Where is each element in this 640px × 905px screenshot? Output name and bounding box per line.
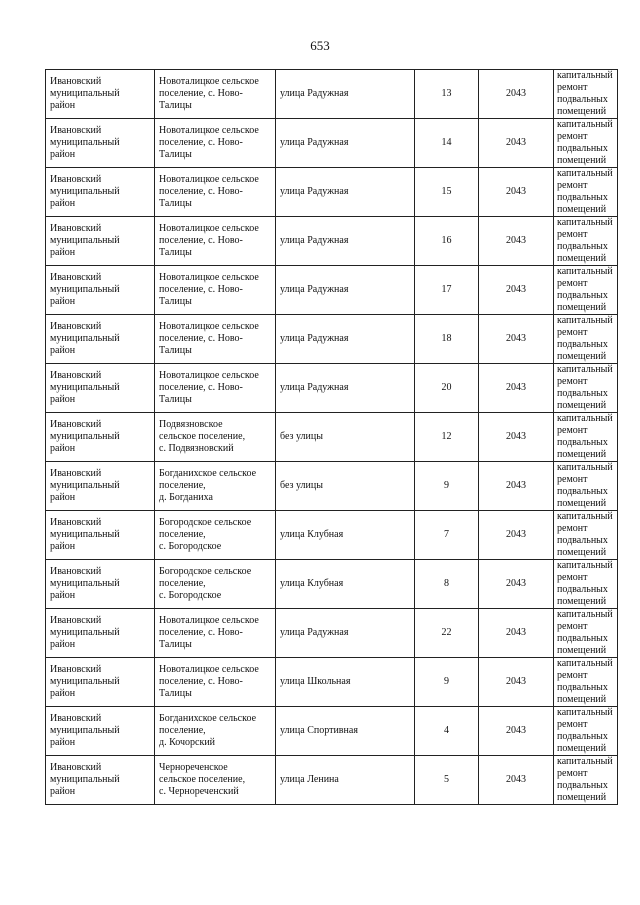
district-cell-text: Ивановский муниципальный район [50,664,120,699]
year-cell [479,609,554,658]
year-cell-text: 2043 [506,627,526,638]
street-cell-text: улица Спортивная [280,725,358,736]
settlement-cell-text: Новоталицкое сельское поселение, с. Ново- Талицы [159,223,259,258]
year-cell-text: 2043 [506,725,526,736]
work-type-cell-text: капитальный ремонт подвальных помещений [557,119,613,166]
district-cell [46,413,155,462]
street-cell-text: улица Радужная [280,235,349,246]
settlement-cell-text: Новоталицкое сельское поселение, с. Ново- Талицы [159,321,259,356]
settlement-cell-text: Богданихское сельское поселение, д. Богданиха [159,468,257,503]
settlement-cell [155,756,276,805]
year-cell-text: 2043 [506,186,526,197]
district-cell-text: Ивановский муниципальный район [50,321,120,356]
table-row [46,511,618,560]
work-type-cell-text: капитальный ремонт подвальных помещений [557,217,613,264]
district-cell-text: Ивановский муниципальный район [50,76,120,111]
house-number-cell [415,119,479,168]
table-row [46,168,618,217]
house-number-cell-text: 20 [441,382,452,393]
housing-repair-table [45,69,618,805]
street-cell-text: улица Клубная [280,578,344,589]
table-row [46,315,618,364]
work-type-cell [554,756,618,805]
work-type-cell-text: капитальный ремонт подвальных помещений [557,70,613,117]
year-cell-text: 2043 [506,88,526,99]
year-cell [479,756,554,805]
work-type-cell [554,511,618,560]
street-cell [276,560,415,609]
table-row [46,266,618,315]
house-number-cell [415,560,479,609]
table-row [46,609,618,658]
table-body [46,70,618,805]
work-type-cell-text: капитальный ремонт подвальных помещений [557,266,613,313]
settlement-cell [155,462,276,511]
settlement-cell-text: Чернореченское сельское поселение, с. Чернореченский [159,762,246,797]
district-cell [46,364,155,413]
settlement-cell-text: Новоталицкое сельское поселение, с. Ново- Талицы [159,664,259,699]
district-cell [46,462,155,511]
settlement-cell [155,707,276,756]
year-cell-text: 2043 [506,382,526,393]
work-type-cell-text: капитальный ремонт подвальных помещений [557,315,613,362]
table-row [46,658,618,707]
settlement-cell [155,266,276,315]
street-cell-text: улица Радужная [280,88,349,99]
settlement-cell-text: Богородское сельское поселение, с. Богородское [159,566,252,601]
house-number-cell-text: 14 [441,137,452,148]
street-cell [276,217,415,266]
year-cell-text: 2043 [506,431,526,442]
year-cell [479,462,554,511]
house-number-cell [415,609,479,658]
street-cell-text: без улицы [280,480,323,491]
settlement-cell [155,217,276,266]
work-type-cell [554,364,618,413]
work-type-cell [554,168,618,217]
street-cell [276,756,415,805]
district-cell-text: Ивановский муниципальный район [50,419,120,454]
year-cell [479,511,554,560]
work-type-cell-text: капитальный ремонт подвальных помещений [557,756,613,803]
settlement-cell [155,609,276,658]
street-cell-text: улица Клубная [280,529,344,540]
street-cell [276,658,415,707]
district-cell-text: Ивановский муниципальный район [50,370,120,405]
street-cell-text: без улицы [280,431,323,442]
street-cell-text: улица Радужная [280,627,349,638]
year-cell [479,364,554,413]
house-number-cell-text: 18 [441,333,452,344]
house-number-cell [415,462,479,511]
table-row [46,119,618,168]
house-number-cell-text: 9 [444,676,449,687]
district-cell-text: Ивановский муниципальный район [50,174,120,209]
house-number-cell-text: 7 [444,529,449,540]
settlement-cell [155,315,276,364]
year-cell-text: 2043 [506,676,526,687]
house-number-cell [415,658,479,707]
district-cell [46,217,155,266]
year-cell [479,266,554,315]
work-type-cell-text: капитальный ремонт подвальных помещений [557,658,613,705]
work-type-cell [554,315,618,364]
district-cell [46,266,155,315]
work-type-cell [554,217,618,266]
settlement-cell [155,413,276,462]
settlement-cell [155,658,276,707]
settlement-cell [155,511,276,560]
work-type-cell-text: капитальный ремонт подвальных помещений [557,707,613,754]
table-row [46,413,618,462]
house-number-cell-text: 8 [444,578,449,589]
settlement-cell [155,364,276,413]
work-type-cell-text: капитальный ремонт подвальных помещений [557,511,613,558]
district-cell [46,609,155,658]
work-type-cell [554,266,618,315]
house-number-cell-text: 9 [444,480,449,491]
work-type-cell [554,70,618,119]
work-type-cell [554,560,618,609]
street-cell [276,462,415,511]
street-cell [276,168,415,217]
work-type-cell [554,413,618,462]
work-type-cell-text: капитальный ремонт подвальных помещений [557,462,613,509]
district-cell [46,658,155,707]
house-number-cell [415,315,479,364]
district-cell-text: Ивановский муниципальный район [50,468,120,503]
house-number-cell-text: 22 [441,627,452,638]
house-number-cell [415,168,479,217]
district-cell [46,560,155,609]
house-number-cell [415,707,479,756]
settlement-cell [155,560,276,609]
year-cell-text: 2043 [506,284,526,295]
settlement-cell-text: Богданихское сельское поселение, д. Кочорский [159,713,257,748]
house-number-cell-text: 4 [444,725,449,736]
street-cell [276,364,415,413]
table-row [46,756,618,805]
house-number-cell [415,217,479,266]
house-number-cell [415,70,479,119]
settlement-cell [155,119,276,168]
street-cell-text: улица Радужная [280,137,349,148]
table-row [46,560,618,609]
district-cell [46,315,155,364]
house-number-cell [415,413,479,462]
year-cell-text: 2043 [506,578,526,589]
house-number-cell-text: 15 [441,186,452,197]
settlement-cell-text: Новоталицкое сельское поселение, с. Ново- Талицы [159,370,259,405]
settlement-cell [155,70,276,119]
work-type-cell [554,119,618,168]
street-cell-text: улица Радужная [280,284,349,295]
settlement-cell-text: Новоталицкое сельское поселение, с. Ново- Талицы [159,615,259,650]
settlement-cell-text: Богородское сельское поселение, с. Богородское [159,517,252,552]
year-cell-text: 2043 [506,333,526,344]
street-cell-text: улица Радужная [280,382,349,393]
house-number-cell [415,266,479,315]
district-cell-text: Ивановский муниципальный район [50,517,120,552]
district-cell-text: Ивановский муниципальный район [50,223,120,258]
district-cell-text: Ивановский муниципальный район [50,713,120,748]
house-number-cell-text: 12 [441,431,452,442]
district-cell [46,168,155,217]
district-cell-text: Ивановский муниципальный район [50,272,120,307]
district-cell-text: Ивановский муниципальный район [50,762,120,797]
year-cell [479,707,554,756]
work-type-cell-text: капитальный ремонт подвальных помещений [557,560,613,607]
house-number-cell-text: 16 [441,235,452,246]
street-cell [276,609,415,658]
street-cell [276,266,415,315]
work-type-cell [554,462,618,511]
table-row [46,364,618,413]
year-cell [479,168,554,217]
house-number-cell-text: 13 [441,88,452,99]
table-row [46,462,618,511]
street-cell-text: улица Ленина [280,774,339,785]
street-cell-text: улица Радужная [280,186,349,197]
settlement-cell-text: Новоталицкое сельское поселение, с. Ново- Талицы [159,76,259,111]
street-cell [276,413,415,462]
year-cell-text: 2043 [506,774,526,785]
street-cell [276,511,415,560]
street-cell [276,315,415,364]
street-cell [276,119,415,168]
year-cell-text: 2043 [506,137,526,148]
settlement-cell-text: Новоталицкое сельское поселение, с. Ново- Талицы [159,272,259,307]
page-number: 653 [310,38,330,53]
work-type-cell-text: капитальный ремонт подвальных помещений [557,168,613,215]
settlement-cell-text: Новоталицкое сельское поселение, с. Ново- Талицы [159,125,259,160]
house-number-cell [415,364,479,413]
table-row [46,70,618,119]
street-cell-text: улица Школьная [280,676,351,687]
district-cell [46,511,155,560]
table-row [46,707,618,756]
work-type-cell-text: капитальный ремонт подвальных помещений [557,609,613,656]
year-cell [479,217,554,266]
year-cell-text: 2043 [506,480,526,491]
year-cell [479,413,554,462]
street-cell-text: улица Радужная [280,333,349,344]
district-cell [46,756,155,805]
settlement-cell [155,168,276,217]
year-cell-text: 2043 [506,235,526,246]
street-cell [276,707,415,756]
work-type-cell-text: капитальный ремонт подвальных помещений [557,364,613,411]
house-number-cell [415,511,479,560]
year-cell-text: 2043 [506,529,526,540]
settlement-cell-text: Подвязновское сельское поселение, с. Подвязновский [159,419,246,454]
house-number-cell-text: 5 [444,774,449,785]
year-cell [479,658,554,707]
year-cell [479,119,554,168]
year-cell [479,560,554,609]
district-cell [46,70,155,119]
house-number-cell [415,756,479,805]
district-cell [46,707,155,756]
district-cell [46,119,155,168]
year-cell [479,315,554,364]
settlement-cell-text: Новоталицкое сельское поселение, с. Ново- Талицы [159,174,259,209]
work-type-cell-text: капитальный ремонт подвальных помещений [557,413,613,460]
work-type-cell [554,707,618,756]
table-row [46,217,618,266]
work-type-cell [554,658,618,707]
house-number-cell-text: 17 [441,284,452,295]
district-cell-text: Ивановский муниципальный район [50,615,120,650]
work-type-cell [554,609,618,658]
district-cell-text: Ивановский муниципальный район [50,125,120,160]
year-cell [479,70,554,119]
street-cell [276,70,415,119]
district-cell-text: Ивановский муниципальный район [50,566,120,601]
